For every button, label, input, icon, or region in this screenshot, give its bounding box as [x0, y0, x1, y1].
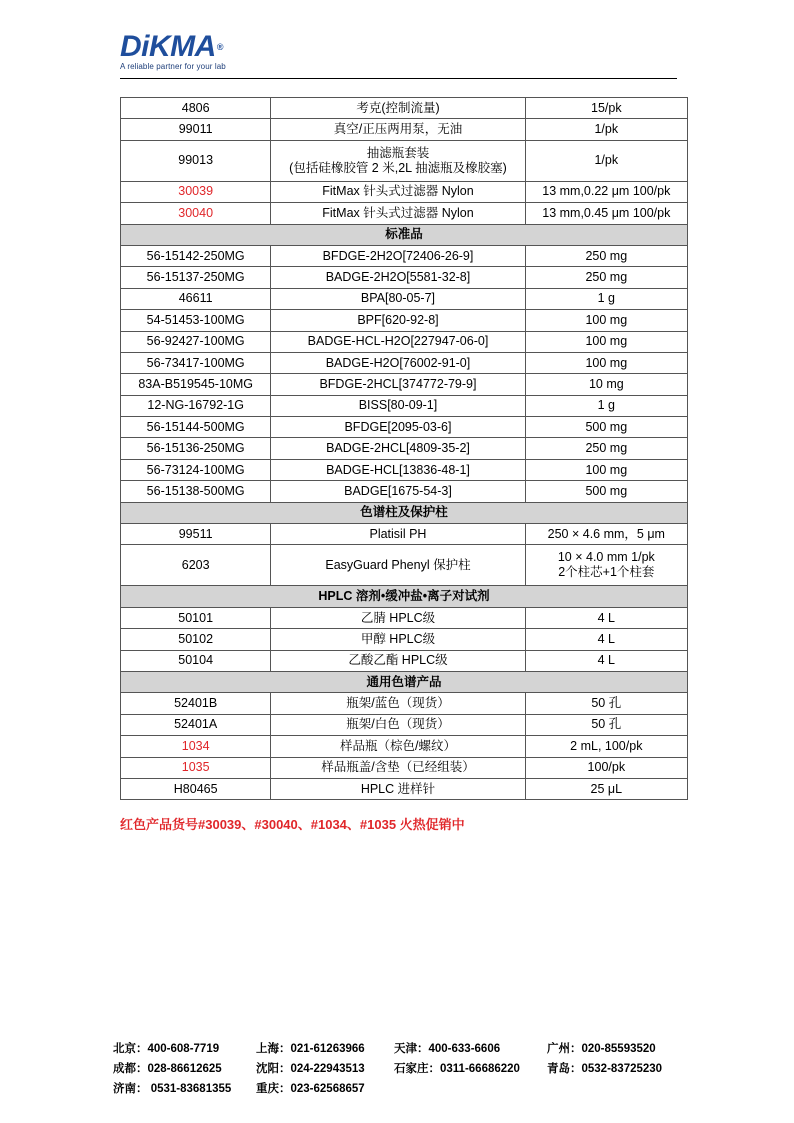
specification: 100/pk — [525, 757, 687, 778]
catalog-number: 50101 — [121, 607, 271, 628]
table-row — [121, 140, 688, 181]
product-description: BPA[80-05-7] — [271, 288, 525, 309]
catalog-number: 30039 — [121, 181, 271, 202]
specification: 1 g — [525, 395, 687, 416]
catalog-number: 46611 — [121, 288, 271, 309]
specification: 13 mm,0.22 μm 100/pk — [525, 181, 687, 202]
specification: 13 mm,0.45 μm 100/pk — [525, 203, 687, 224]
specification: 50 孔 — [525, 714, 687, 735]
specification: 4 L — [525, 629, 687, 650]
section-title: HPLC 溶剂•缓冲盐•离子对试剂 — [121, 586, 688, 607]
table-row — [121, 778, 688, 799]
specification: 1/pk — [525, 140, 687, 181]
contact-shanghai: 上海：021-61263966 — [256, 1043, 365, 1055]
product-description: 样品瓶盖/含垫（已经组装） — [271, 757, 525, 778]
table-row — [121, 438, 688, 459]
catalog-number: 52401B — [121, 693, 271, 714]
product-description: BISS[80-09-1] — [271, 395, 525, 416]
table-row — [121, 693, 688, 714]
specification-line: 10 × 4.0 mm 1/pk — [557, 550, 655, 565]
catalog-number: 56-15136-250MG — [121, 438, 271, 459]
product-description: 真空/正压两用泵，无油 — [271, 119, 525, 140]
table-row — [121, 481, 688, 502]
table-row — [121, 524, 688, 545]
specification — [525, 545, 687, 586]
catalog-number: 56-15142-250MG — [121, 245, 271, 266]
catalog-number: 56-15137-250MG — [121, 267, 271, 288]
section-title: 色谱柱及保护柱 — [121, 502, 688, 523]
company-logo — [120, 32, 226, 71]
catalog-number: 56-73124-100MG — [121, 459, 271, 480]
section-header-row — [121, 671, 688, 692]
product-description: BFDGE[2095-03-6] — [271, 417, 525, 438]
table-row — [121, 245, 688, 266]
product-table — [120, 97, 688, 800]
product-description: 样品瓶（棕色/螺纹） — [271, 736, 525, 757]
specification: 2 mL, 100/pk — [525, 736, 687, 757]
specification: 500 mg — [525, 481, 687, 502]
header-divider — [120, 78, 677, 79]
catalog-number: 6203 — [121, 545, 271, 586]
specification: 500 mg — [525, 417, 687, 438]
catalog-number: 83A-B519545-10MG — [121, 374, 271, 395]
table-row — [121, 736, 688, 757]
table-row — [121, 352, 688, 373]
catalog-number: 56-15144-500MG — [121, 417, 271, 438]
table-row — [121, 267, 688, 288]
contact-chongqing: 重庆：023-62568657 — [256, 1083, 365, 1095]
table-row — [121, 650, 688, 671]
table-row — [121, 417, 688, 438]
contact-shenyang: 沈阳：024-22943513 — [256, 1063, 365, 1075]
table-row — [121, 203, 688, 224]
table-row — [121, 395, 688, 416]
specification: 1/pk — [525, 119, 687, 140]
catalog-number: 99011 — [121, 119, 271, 140]
product-description: BADGE-2HCL[4809-35-2] — [271, 438, 525, 459]
specification-line: 2个柱芯+1个柱套 — [558, 565, 655, 580]
product-description: BPF[620-92-8] — [271, 310, 525, 331]
table-row — [121, 629, 688, 650]
table-row — [121, 98, 688, 119]
contact-jinan: 济南： 0531-83681355 — [113, 1083, 232, 1095]
contact-chengdu: 成都：028-86612625 — [113, 1063, 222, 1075]
table-row — [121, 757, 688, 778]
specification: 25 μL — [525, 778, 687, 799]
section-header-row — [121, 224, 688, 245]
specification: 15/pk — [525, 98, 687, 119]
table-row — [121, 545, 688, 586]
table-row — [121, 288, 688, 309]
section-title: 通用色谱产品 — [121, 671, 688, 692]
catalog-number: 52401A — [121, 714, 271, 735]
promo-notice: 红色产品货号#30039、#30040、#1034、#1035 火热促销中 — [120, 817, 465, 832]
product-description: 乙腈 HPLC级 — [271, 607, 525, 628]
catalog-number: 50104 — [121, 650, 271, 671]
contact-tianjin: 天津：400-633-6606 — [394, 1043, 501, 1055]
product-description: 考克(控制流量) — [271, 98, 525, 119]
product-description: BADGE[1675-54-3] — [271, 481, 525, 502]
catalog-number: 50102 — [121, 629, 271, 650]
table-row — [121, 714, 688, 735]
specification: 250 mg — [525, 438, 687, 459]
catalog-number: 99013 — [121, 140, 271, 181]
logo-tagline: A reliable partner for your lab — [120, 62, 226, 71]
product-description: BADGE-HCL-H2O[227947-06-0] — [271, 331, 525, 352]
catalog-number: 1034 — [121, 736, 271, 757]
specification: 250 mg — [525, 245, 687, 266]
product-description: Platisil PH — [271, 524, 525, 545]
contact-shijiazhuang: 石家庄：0311-66686220 — [394, 1063, 520, 1075]
specification: 50 孔 — [525, 693, 687, 714]
section-header-row — [121, 502, 688, 523]
specification: 10 mg — [525, 374, 687, 395]
description-line: 抽滤瓶套装 — [366, 145, 430, 160]
table-row — [121, 181, 688, 202]
specification: 4 L — [525, 607, 687, 628]
specification: 250 × 4.6 mm，5 μm — [525, 524, 687, 545]
table-row — [121, 607, 688, 628]
specification: 100 mg — [525, 331, 687, 352]
contact-guangzhou: 广州：020-85593520 — [547, 1043, 656, 1055]
product-description: BADGE-HCL[13836-48-1] — [271, 459, 525, 480]
table-row — [121, 331, 688, 352]
specification: 100 mg — [525, 310, 687, 331]
specification: 100 mg — [525, 352, 687, 373]
catalog-number: 12-NG-16792-1G — [121, 395, 271, 416]
section-header-row — [121, 586, 688, 607]
specification: 1 g — [525, 288, 687, 309]
product-description: 瓶架/蓝色（现货） — [271, 693, 525, 714]
product-description — [271, 140, 525, 181]
catalog-number: 56-92427-100MG — [121, 331, 271, 352]
catalog-number: H80465 — [121, 778, 271, 799]
specification: 4 L — [525, 650, 687, 671]
product-description: BFDGE-2HCL[374772-79-9] — [271, 374, 525, 395]
table-row — [121, 310, 688, 331]
contact-beijing: 北京：400-608-7719 — [113, 1043, 220, 1055]
product-description: 甲醇 HPLC级 — [271, 629, 525, 650]
product-description: FitMax 针头式过滤器 Nylon — [271, 203, 525, 224]
table-row — [121, 459, 688, 480]
product-description: BADGE-2H2O[5581-32-8] — [271, 267, 525, 288]
contact-qingdao: 青岛：0532-83725230 — [547, 1063, 663, 1075]
product-description: BADGE-H2O[76002-91-0] — [271, 352, 525, 373]
product-description: 瓶架/白色（现货） — [271, 714, 525, 735]
logo-wordmark: DiKMA® — [120, 30, 223, 63]
catalog-number: 56-73417-100MG — [121, 352, 271, 373]
section-title: 标准品 — [121, 224, 688, 245]
catalog-number: 4806 — [121, 98, 271, 119]
catalog-number: 99511 — [121, 524, 271, 545]
description-line: (包括硅橡胶管 2 米,2L 抽滤瓶及橡胶塞) — [289, 160, 507, 175]
product-description: BFDGE-2H2O[72406-26-9] — [271, 245, 525, 266]
specification: 250 mg — [525, 267, 687, 288]
product-description: EasyGuard Phenyl 保护柱 — [271, 545, 525, 586]
catalog-number: 56-15138-500MG — [121, 481, 271, 502]
product-description: 乙酸乙酯 HPLC级 — [271, 650, 525, 671]
product-description: HPLC 进样针 — [271, 778, 525, 799]
catalog-number: 30040 — [121, 203, 271, 224]
table-row — [121, 374, 688, 395]
catalog-number: 54-51453-100MG — [121, 310, 271, 331]
product-description: FitMax 针头式过滤器 Nylon — [271, 181, 525, 202]
catalog-number: 1035 — [121, 757, 271, 778]
specification: 100 mg — [525, 459, 687, 480]
table-row — [121, 119, 688, 140]
